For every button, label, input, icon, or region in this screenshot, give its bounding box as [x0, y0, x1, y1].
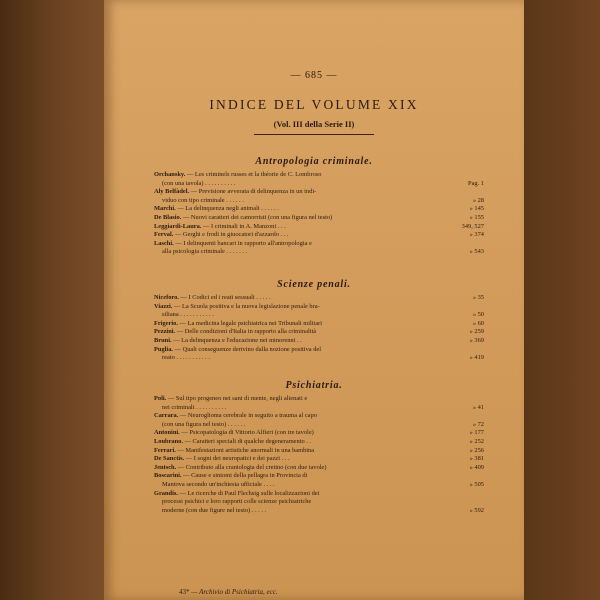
entry-text: — Contributo alla craniologia del cretino (con due tavole) [176, 463, 327, 471]
entry-author: Pezzini. [154, 328, 176, 336]
entry-text: — Gerghi e frodi in giuocatori d'azzardo . . . [173, 231, 289, 239]
entry-text: — Quali conseguenze derivino dalla nozione positiva del [173, 345, 322, 353]
page-footer [179, 588, 278, 596]
entry-author: Antonini. [154, 429, 180, 437]
entry-page: » 256 [469, 446, 484, 454]
entry-author: Aly Belfàdel. [154, 188, 190, 196]
entry-author: Frigerio. [154, 319, 178, 327]
entry-page: » 369 [469, 336, 484, 344]
section-title-psichiatria: Psichiatria. [285, 380, 343, 391]
index-entry [154, 223, 484, 232]
entry-page: » 505 [469, 480, 484, 488]
index-entry [154, 507, 484, 516]
index-entry [154, 447, 484, 456]
index-subtitle: (Vol. III della Serie II) [273, 119, 355, 129]
entry-author: De Blasio. [154, 213, 182, 221]
index-entry [154, 438, 484, 447]
entry-text: — Le ricerche di Paul Flechsig sulle localizzazioni dei [177, 489, 320, 497]
entry-author: Poli. [154, 395, 167, 402]
index-entry [154, 412, 484, 421]
index-entry [154, 354, 484, 363]
entry-author: Orchansky. [154, 171, 186, 178]
index-entry [154, 303, 484, 312]
entry-text: moderne (con due figure nel testo) . . . . . [162, 506, 267, 514]
entry-text: — La delinquenza e l'educazione nei minorenni . . [171, 336, 302, 344]
index-entry [154, 404, 484, 413]
entry-author: Grandis. [154, 489, 178, 497]
index-entry [154, 294, 484, 303]
entry-page: » 592 [469, 506, 484, 514]
index-entry [154, 472, 484, 481]
entry-author: Bruni. [154, 336, 172, 344]
entry-text: — Les criminels russes et la théorie de C. Lombroso [185, 171, 322, 178]
index-entry [154, 248, 484, 257]
entry-text: — I criminali in A. Manzoni . . . [201, 222, 286, 230]
entry-page: » 72 [472, 420, 484, 428]
section-entries-scienze-penali [154, 294, 484, 363]
entry-text: viduo con tipo criminale . . . . . . [162, 196, 244, 204]
index-entry [154, 421, 484, 430]
entry-author: Laschi. [154, 239, 174, 247]
entry-page: Pag. 1 [468, 179, 484, 187]
entry-author: Boscarini. [154, 472, 182, 480]
entry-text: (con una tavola) . . . . . . . . . . [162, 179, 236, 187]
entry-text: — Neuroglioma cerebrale in seguito a trauma al capo [178, 412, 317, 420]
entry-text: siliana . . . . . . . . . . . [162, 311, 214, 319]
entry-text: — Psicopatologia di Vittorio Alfieri (con tre tavole) [179, 429, 314, 437]
index-entry [154, 180, 484, 189]
entry-text: — I sogni dei neuropatici e dei pazzi . . . [184, 455, 290, 463]
entry-author: Marchi. [154, 205, 176, 213]
entry-page: » 419 [469, 354, 484, 362]
index-entry [154, 328, 484, 337]
entry-text: — Delle condizioni d'Italia in rapporto alla criminalità [175, 328, 317, 336]
index-entry [154, 346, 484, 355]
entry-author: Niceforo. [154, 294, 179, 301]
entry-page: » 177 [469, 429, 484, 437]
entry-page: » 50 [472, 311, 484, 319]
entry-text: — La medicina legale psichiatrica nei Tribunali militari [177, 319, 323, 327]
title-rule [254, 134, 374, 135]
entry-author: Jentsch. [154, 463, 177, 471]
entry-text: reato . . . . . . . . . . . [162, 354, 210, 362]
entry-page: » 145 [469, 205, 484, 213]
entry-text: alla psicologia criminale . . . . . . . [162, 248, 248, 256]
index-entry [154, 231, 484, 240]
entry-author: Carrara. [154, 412, 179, 420]
journal-name: — Archivio di Psichiatria, ecc. [191, 588, 278, 596]
entry-text: — Sul tipo progeneo nei sani di mente, negli alienati e [166, 395, 308, 402]
entry-page: » 41 [472, 403, 484, 411]
index-title: INDICE DEL VOLUME XIX [209, 97, 419, 112]
entry-text: — Manifestazioni artistiche anormali in una bambina [175, 446, 315, 454]
index-entry [154, 490, 484, 499]
entry-page: » 60 [472, 319, 484, 327]
section-entries-psichiatria [154, 395, 484, 515]
entry-page: » 28 [472, 196, 484, 204]
entry-text: — La Scuola positiva e la nuova legislazione penale bra- [172, 302, 320, 310]
entry-page: » 409 [469, 463, 484, 471]
entry-text: Mantova secondo un'inchiesta ufficiale . . . . [162, 480, 275, 488]
page-number: — 685 — [290, 70, 338, 81]
section-title-antropologia: Antropologia criminale. [255, 156, 373, 167]
entry-text: (con una figura nel testo) . . . . . . [162, 420, 246, 428]
section-title-scienze-penali: Scienze penali. [277, 279, 351, 290]
index-entry [154, 337, 484, 346]
index-entry [154, 320, 484, 329]
index-entry [154, 205, 484, 214]
book-page [104, 0, 524, 600]
book-binding-right [524, 0, 600, 600]
entry-author: Puglia. [154, 345, 173, 353]
index-entry [154, 455, 484, 464]
entry-text: — I delinquenti bancari in rapporto all'antropologia e [173, 239, 312, 247]
entry-author: Leggiardi-Laura. [154, 222, 202, 230]
entry-text: — Nuovi caratteri dei camorristi (con una figura nel testo) [181, 213, 333, 221]
entry-page: » 155 [469, 213, 484, 221]
signature-mark: 43* [179, 588, 190, 596]
index-entry [154, 429, 484, 438]
entry-page: » 381 [469, 455, 484, 463]
entry-author: De Sanctis. [154, 455, 185, 463]
entry-author: Ferval. [154, 231, 174, 239]
entry-author: Viazzi. [154, 302, 173, 310]
index-entry [154, 188, 484, 197]
index-entry [154, 311, 484, 320]
index-entry [154, 240, 484, 249]
entry-text: — La delinquenza negli animali . . . . . . [175, 205, 279, 213]
section-entries-antropologia [154, 171, 484, 257]
index-entry [154, 171, 484, 180]
entry-page: 349, 527 [461, 222, 484, 230]
entry-text: — Previsione avverata di delinquenza in un indi- [189, 188, 317, 196]
index-entry [154, 214, 484, 223]
entry-text: nei criminali . . . . . . . . . . [162, 403, 227, 411]
entry-page: » 259 [469, 328, 484, 336]
index-entry [154, 481, 484, 490]
index-entry [154, 498, 484, 507]
index-entry [154, 464, 484, 473]
entry-page: » 252 [469, 437, 484, 445]
entry-author: Ferrari. [154, 446, 176, 454]
entry-page: » 543 [469, 248, 484, 256]
entry-author: Loubrano. [154, 437, 183, 445]
entry-page: » 35 [472, 294, 484, 301]
entry-text: — Caratteri speciali di qualche degeneramento . . [182, 437, 312, 445]
index-entry [154, 197, 484, 206]
entry-text: — Cause e sintomi della pellagra in Provincia di [181, 472, 308, 480]
entry-text: processi psichici e loro rapporti colle scienze psichiatriche [162, 498, 312, 506]
book-binding-left [0, 0, 104, 600]
entry-text: — I Codici ed i reati sessuali . . . . . [178, 294, 271, 301]
index-entry [154, 395, 484, 404]
entry-page: » 374 [469, 231, 484, 239]
